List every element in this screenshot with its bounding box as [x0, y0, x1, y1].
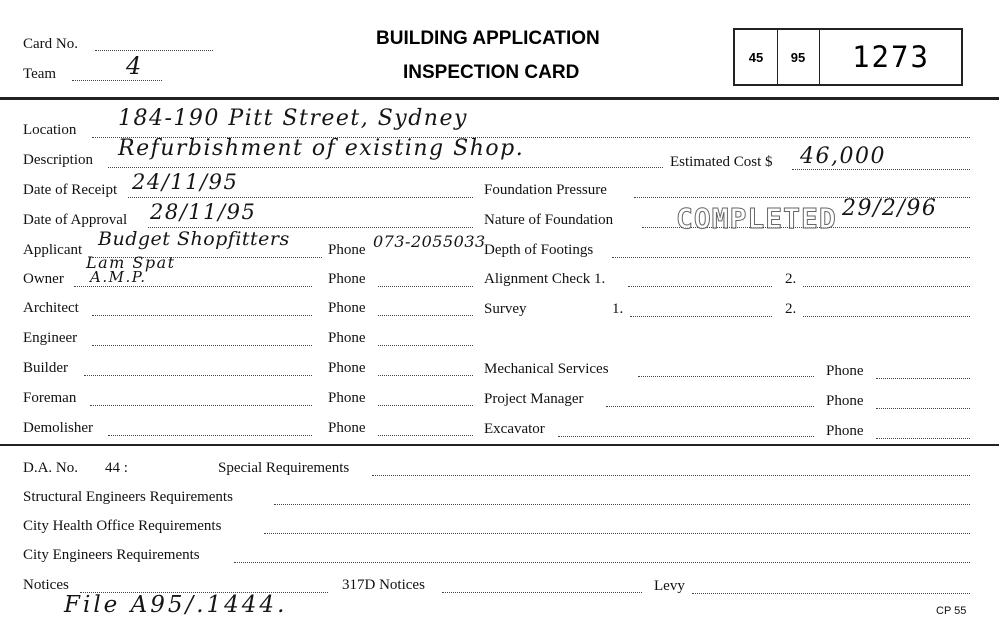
estimated-cost-label: Estimated Cost $ [670, 154, 773, 170]
applicant-value: Budget Shopfitters [98, 228, 290, 250]
box-code-2: 95 [777, 30, 820, 84]
date-of-receipt-dots [128, 197, 473, 198]
survey-1: 1. [612, 301, 624, 317]
mechanical-phone-dots [876, 378, 970, 379]
builder-dots [84, 375, 312, 376]
applicant-phone-label: Phone [328, 242, 366, 258]
special-requirements-dots [372, 475, 970, 476]
team-dots [72, 80, 162, 81]
top-rule [0, 97, 999, 100]
card-no-label: Card No. [23, 36, 78, 52]
form-code: CP 55 [936, 605, 967, 617]
middle-rule [0, 444, 999, 446]
demolisher-label: Demolisher [23, 420, 93, 436]
owner-value-line1: Lam Spat [86, 253, 176, 272]
city-health-label: City Health Office Requirements [23, 518, 222, 534]
architect-label: Architect [23, 300, 79, 316]
foreman-phone-label: Phone [328, 390, 366, 406]
team-value: 4 [126, 52, 143, 80]
team-label: Team [23, 66, 57, 82]
city-engineers-label: City Engineers Requirements [23, 547, 200, 563]
excavator-phone-dots [876, 438, 970, 439]
da-no-value: 44 : [105, 460, 128, 476]
excavator-label: Excavator [484, 421, 545, 437]
owner-value-line2: A.M.P. [90, 268, 147, 286]
levy-dots [692, 593, 970, 594]
nature-of-foundation-label: Nature of Foundation [484, 212, 614, 228]
applicant-label: Applicant [23, 242, 83, 258]
levy-label: Levy [654, 578, 685, 594]
demolisher-phone-label: Phone [328, 420, 366, 436]
city-health-dots [264, 533, 970, 534]
estimated-cost-dots [792, 169, 970, 170]
title-line2: INSPECTION CARD [403, 62, 580, 83]
owner-dots [74, 286, 312, 287]
architect-dots [92, 315, 312, 316]
mechanical-phone-label: Phone [826, 363, 864, 379]
title-line1: BUILDING APPLICATION [376, 28, 600, 49]
owner-phone-dots [378, 286, 473, 287]
engineer-phone-label: Phone [328, 330, 366, 346]
demolisher-dots [108, 435, 312, 436]
architect-phone-label: Phone [328, 300, 366, 316]
location-value: 184-190 Pitt Street, Sydney [118, 106, 468, 131]
description-dots [108, 167, 663, 168]
date-of-approval-value: 28/11/95 [150, 200, 257, 224]
mechanical-services-label: Mechanical Services [484, 361, 609, 377]
box-code-1: 45 [735, 30, 778, 84]
card-no-dots [95, 50, 213, 51]
notices-317d-label: 317D Notices [342, 577, 425, 593]
structural-engineers-label: Structural Engineers Requirements [23, 489, 233, 505]
foreman-label: Foreman [23, 390, 77, 406]
da-no-label: D.A. No. [23, 460, 78, 476]
special-requirements-label: Special Requirements [218, 460, 350, 476]
survey-2-dots [803, 316, 970, 317]
depth-of-footings-dots [612, 257, 970, 258]
project-manager-label: Project Manager [484, 391, 584, 407]
notices-label: Notices [23, 577, 69, 593]
owner-label: Owner [23, 271, 64, 287]
project-manager-phone-dots [876, 408, 970, 409]
excavator-phone-label: Phone [826, 423, 864, 439]
alignment-check-label: Alignment Check 1. [484, 271, 606, 287]
city-engineers-dots [234, 562, 970, 563]
engineer-phone-dots [378, 345, 473, 346]
alignment-check-2-dots [803, 286, 970, 287]
description-label: Description [23, 152, 93, 168]
file-note: File A95/.1444. [64, 592, 288, 618]
survey-1-dots [630, 316, 772, 317]
foreman-phone-dots [378, 405, 473, 406]
builder-phone-label: Phone [328, 360, 366, 376]
date-of-receipt-value: 24/11/95 [132, 170, 239, 194]
mechanical-services-dots [638, 376, 814, 377]
engineer-dots [92, 345, 312, 346]
survey-label: Survey [484, 301, 527, 317]
builder-label: Builder [23, 360, 68, 376]
demolisher-phone-dots [378, 435, 473, 436]
builder-phone-dots [378, 375, 473, 376]
estimated-cost-value: 46,000 [800, 144, 886, 169]
location-label: Location [23, 122, 77, 138]
project-manager-phone-label: Phone [826, 393, 864, 409]
foreman-dots [90, 405, 312, 406]
depth-of-footings-label: Depth of Footings [484, 242, 594, 258]
date-of-receipt-label: Date of Receipt [23, 182, 118, 198]
description-value: Refurbishment of existing Shop. [118, 136, 525, 161]
completed-date-value: 29/2/96 [842, 196, 938, 221]
excavator-dots [558, 436, 814, 437]
notices-317d-dots [442, 592, 642, 593]
architect-phone-dots [378, 315, 473, 316]
survey-2: 2. [785, 301, 797, 317]
owner-phone-label: Phone [328, 271, 366, 287]
card-number: 1273 [852, 40, 930, 74]
date-of-approval-label: Date of Approval [23, 212, 128, 228]
card-number-box [733, 28, 963, 86]
alignment-check-2: 2. [785, 271, 797, 287]
engineer-label: Engineer [23, 330, 78, 346]
applicant-phone-value: 073-2055033 [373, 232, 486, 251]
structural-engineers-dots [274, 504, 970, 505]
completed-stamp: COMPLETED [676, 202, 837, 235]
foundation-pressure-label: Foundation Pressure [484, 182, 607, 198]
project-manager-dots [606, 406, 814, 407]
alignment-check-1-dots [628, 286, 772, 287]
